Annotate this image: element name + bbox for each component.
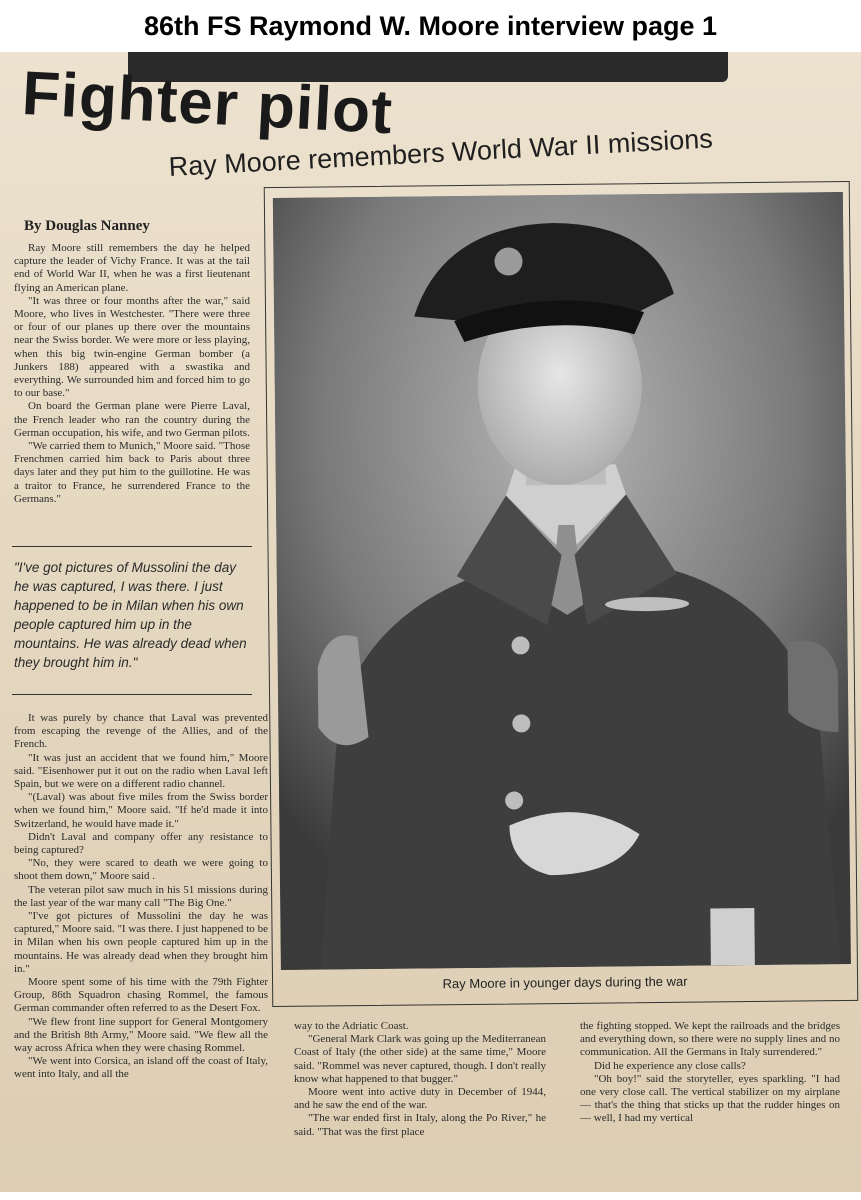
paragraph: Didn't Laval and company offer any resistance to being captured?: [14, 830, 268, 857]
photo-caption: Ray Moore in younger days during the war: [442, 973, 688, 992]
paragraph: "The war ended first in Italy, along the Po River," he said. "That was the first place: [294, 1112, 546, 1138]
pullquote-rule-bottom: [12, 694, 252, 695]
paragraph: "Oh boy!" said the storyteller, eyes sparkling. "I had one very close call. The vertical stabilizer on my airplane — that's the thing that sticks up that the rudder hinges on — well, I had my vertical: [580, 1072, 840, 1125]
portrait-photo: [273, 192, 851, 970]
portrait-illustration: [273, 192, 851, 970]
paragraph: Moore spent some of his time with the 79th Fighter Group, 86th Squadron chasing Rommel, the famous German commander often referred to as the Desert Fox.: [14, 976, 268, 1015]
paragraph: "We flew front line support for General Montgomery and the British 8th Army," Moore said. "We flew all the way across Africa when they were chasing Rommel.: [14, 1015, 268, 1055]
paragraph: Moore went into active duty in December of 1944, and he saw the end of the war.: [294, 1086, 546, 1112]
article-subhead: Ray Moore remembers World War II missions: [168, 123, 714, 182]
paragraph: The veteran pilot saw much in his 51 missions during the last year of the war many call "The Big One.": [14, 883, 268, 909]
paragraph: "I've got pictures of Mussolini the day he was captured," Moore said. "I was there. I just happened to be in Milan when his own people captured him up in the mountains. He was already dead when they brought him in.": [14, 910, 268, 975]
newspaper-clipping: [0, 52, 861, 1192]
photo-frame: [264, 181, 859, 1007]
paragraph: "We carried them to Munich," Moore said. "Those Frenchmen carried him back to Paris about three days later and they put him to the guillotine. He was a traitor to France, he surrendered France to the Germans.": [14, 440, 250, 505]
article-byline: By Douglas Nanney: [24, 218, 150, 234]
page-caption: 86th FS Raymond W. Moore interview page 1: [143, 10, 718, 41]
paragraph: On board the German plane were Pierre Laval, the French leader who ran the country during the German occupation, his wife, and two German pilots.: [14, 400, 250, 439]
paragraph: "No, they were scared to death we were going to shoot them down," Moore said .: [14, 857, 268, 883]
paragraph: It was purely by chance that Laval was prevented from escaping the revenge of the Allies, and of the French.: [14, 712, 268, 751]
paragraph: "It was just an accident that we found him," Moore said. "Eisenhower put it out on the radio when Laval left Spain, but we were on a different radio channel.: [14, 751, 268, 791]
paragraph: Did he experience any close calls?: [594, 1059, 746, 1072]
paragraph: "It was three or four months after the war," said Moore, who lives in Westchester. "There were three or four of our planes up there over the mountains near the Swiss border. We were more or less playing, when this big twin-engine German bomber (a Junkers 188) appeared with a swastika and everything. We surrounded him and forced him to go to our base.": [14, 294, 250, 400]
paragraph: "(Laval) was about five miles from the Swiss border when we found him," Moore said. "If he'd made it into Switzerland, he would have made it.": [14, 791, 268, 830]
paragraph: way to the Adriatic Coast.: [294, 1020, 409, 1032]
article-column-left-bottom: [14, 712, 268, 1082]
paragraph: "We went into Corsica, an island off the coast of Italy, went into Italy, and all the: [14, 1055, 268, 1081]
article-column-middle: [294, 1020, 546, 1139]
paragraph: "General Mark Clark was going up the Mediterranean Coast of Italy (the other side) at the same time," Moore said. "Rommel was never captured, though. I don't really know what happened to that bugger.": [294, 1033, 546, 1085]
paragraph: Ray Moore still remembers the day he helped capture the leader of Vichy France. It was at the tail end of World War II, when he was a first lieutenant flying an American plane.: [14, 242, 250, 294]
paragraph: the fighting stopped. We kept the railroads and the bridges and everything down, so there were no supply lines and no communication. All the Germans in Italy surrendered.": [580, 1020, 840, 1059]
pullquote: "I've got pictures of Mussolini the day he was captured, I was there. I just happened to be in Milan when his own people captured him up in the mountains. He was already dead when they brought him in.": [14, 560, 247, 670]
article-headline: Fighter pilot: [20, 58, 395, 148]
article-column-right: [580, 1020, 840, 1126]
article-column-left-top: [14, 242, 250, 506]
pullquote-rule-top: [12, 546, 252, 547]
